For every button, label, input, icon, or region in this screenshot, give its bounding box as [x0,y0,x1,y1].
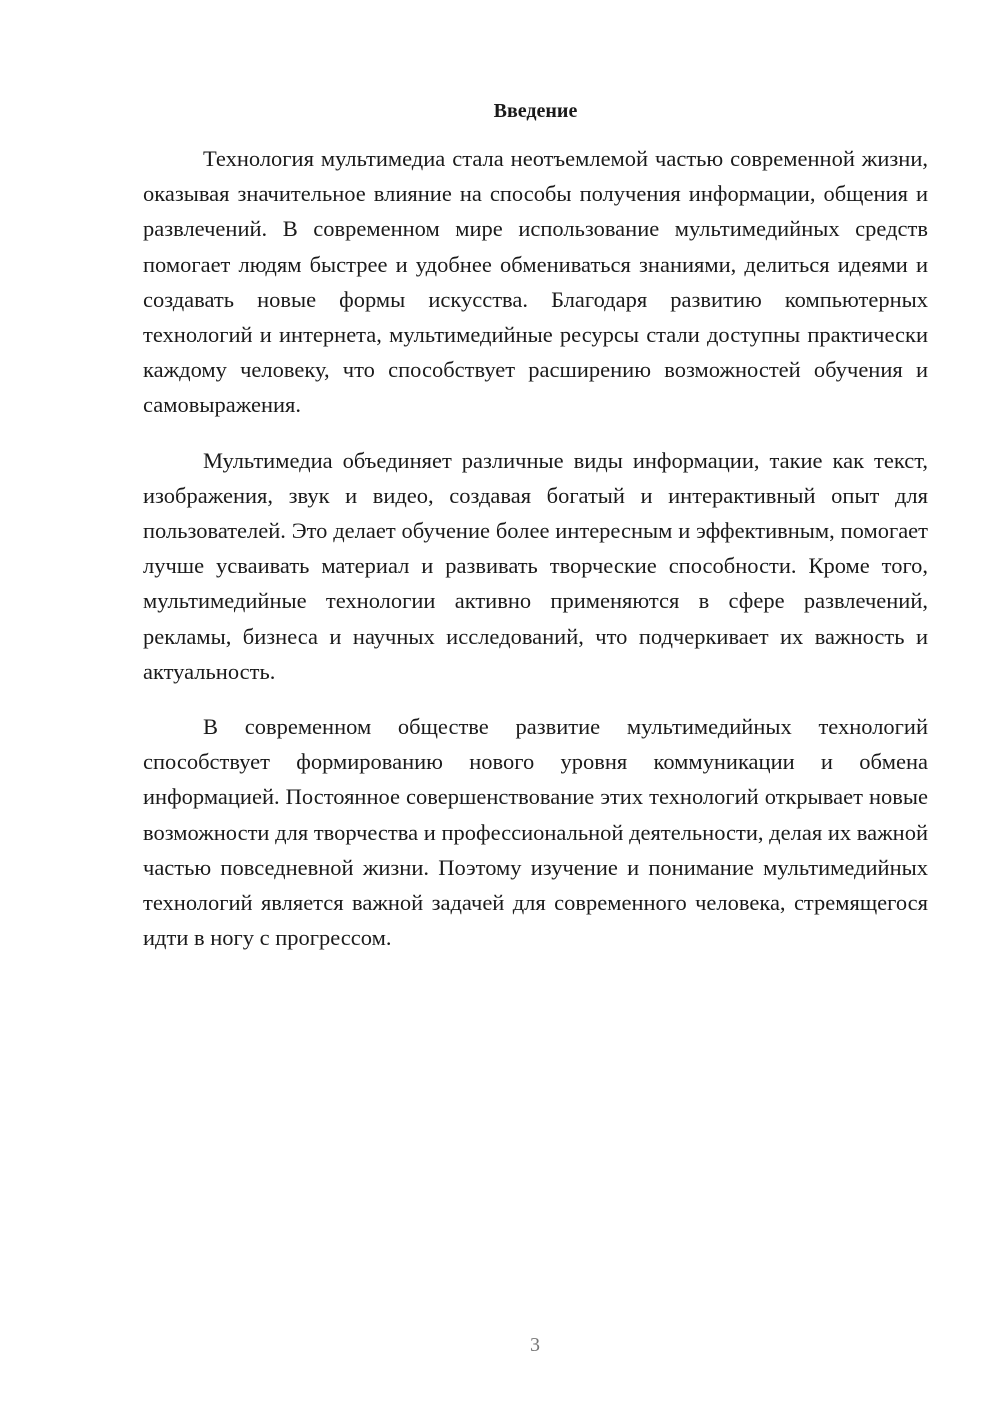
paragraph-1: Технология мультимедиа стала неотъемлемой частью современной жизни, оказывая значительное влияние на способы получения информации, общения и развлечений. В современном мире использование мультимедийных средств помогает людям быстрее и удобнее обмениваться знаниями, делиться идеями и создавать новые формы искусства. Благодаря развитию компьютерных технологий и интернета, мультимедийные ресурсы стали доступны практически каждому человеку, что способствует расширению возможностей обучения и самовыражения. [143,146,928,418]
page-number: 3 [530,1334,540,1356]
paragraph-2: Мультимедиа объединяет различные виды информации, такие как текст, изображения, звук и видео, создавая богатый и интерактивный опыт для пользователей. Это делает обучение более интересным и эффективным, помогает лучше усваивать материал и развивать творческие способности. Кроме того, мультимедийные технологии активно применяются в сфере развлечений, рекламы, бизнеса и научных исследований, что подчеркивает их важность и актуальность. [143,447,928,684]
paragraph-3: В современном обществе развитие мультимедийных технологий способствует формированию нового уровня коммуникации и обмена информацией. Постоянное совершенствование этих технологий открывает новые возможности для творчества и профессиональной деятельности, делая их важной частью повседневной жизни. Поэтому изучение и понимание мультимедийных технологий является важной задачей для современного человека, стремящегося идти в ногу с прогрессом. [143,714,928,951]
body-text [143,141,928,975]
page-title: Введение [493,100,578,122]
